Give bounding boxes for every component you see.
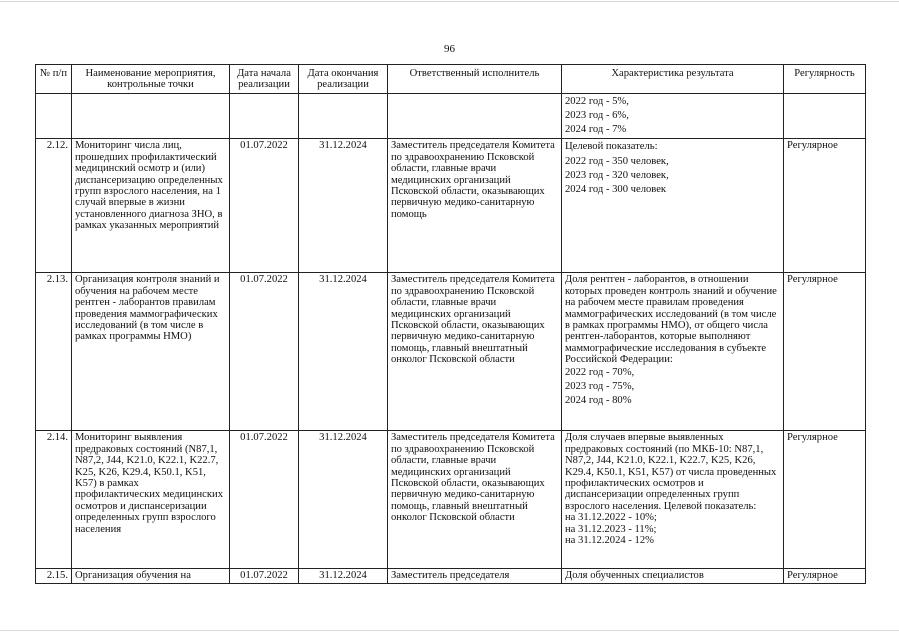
result-line: Целевой показатель: xyxy=(565,141,658,153)
result-line: 2024 год - 80% xyxy=(565,395,632,407)
cell-name xyxy=(72,93,230,139)
cell-start: 01.07.2022 xyxy=(230,569,299,583)
table-row xyxy=(36,569,866,583)
result-line: на 31.12.2022 - 10%; xyxy=(565,512,657,524)
cell-end: 31.12.2024 xyxy=(299,569,388,583)
cell-result: Доля обученных специалистов xyxy=(562,569,784,583)
result-line: 2024 год - 300 человек xyxy=(565,184,667,196)
table-header-row xyxy=(36,65,866,94)
cell-end: 31.12.2024 xyxy=(299,273,388,431)
scan-bottom-edge xyxy=(0,630,899,631)
cell-start: 01.07.2022 xyxy=(230,431,299,569)
cell-num: 2.12. xyxy=(36,139,72,273)
cell-executor xyxy=(388,93,562,139)
result-line: 2023 год - 320 человек, xyxy=(565,169,669,181)
cell-executor: Заместитель председателя Комитета по здравоохранению Псковской области, главные врачи медицинских организаций Псковской области, оказывающих первичную медико-санитарную помощь, главный внештатный онколог Псковской области xyxy=(388,273,562,431)
result-line: 2023 год - 6%, xyxy=(565,110,629,122)
result-line: 2023 год - 75%, xyxy=(565,380,635,392)
cell-regularity: Регулярное xyxy=(784,139,866,273)
cell-num: 2.15. xyxy=(36,569,72,583)
table-row xyxy=(36,139,866,273)
result-text: Доля случаев впервые выявленных предраковых состояний (по МКБ-10: N87,1, N87,2, J44, K21.0, K22.1, K22.7, K25, K26, K29.4, K50.1, K51, K57) от числа проведенных профилактических осмотров и диспансеризации определенных групп взрослого населения. Целевой показатель: xyxy=(565,432,777,512)
cell-regularity: Регулярное xyxy=(784,569,866,583)
result-text: Доля рентген - лаборантов, в отношении которых проведен контроль знаний и обучение на рабочем месте правилам проведения маммографических исследований (в том числе в рамках программы НМО), от общего числа рентген-лаборантов, которые выполняют маммографические исследования в субъекте Российской Федерации: xyxy=(565,274,777,366)
header-num: № п/п xyxy=(36,65,72,94)
header-result: Характеристика результата xyxy=(562,65,784,94)
cell-name: Организация обучения на xyxy=(72,569,230,583)
cell-num: 2.14. xyxy=(36,431,72,569)
header-name: Наименование мероприятия, контрольные точки xyxy=(72,65,230,94)
measures-table xyxy=(35,64,866,584)
cell-executor: Заместитель председателя Комитета по здравоохранению Псковской области, главные врачи медицинских организаций Псковской области, оказывающих первичную медико-санитарную помощь, главный внештатный онколог Псковской области xyxy=(388,431,562,569)
result-line: на 31.12.2023 - 11%; xyxy=(565,523,657,535)
cell-regularity xyxy=(784,93,866,139)
header-start: Дата начала реализации xyxy=(230,65,299,94)
result-line: 2022 год - 350 человек, xyxy=(565,155,669,167)
cell-result xyxy=(562,431,784,569)
header-executor: Ответственный исполнитель xyxy=(388,65,562,94)
header-end: Дата окончания реализации xyxy=(299,65,388,94)
cell-num: 2.13. xyxy=(36,273,72,431)
cell-end: 31.12.2024 xyxy=(299,431,388,569)
result-line: 2022 год - 5%, xyxy=(565,95,629,107)
cell-result xyxy=(562,139,784,273)
scan-top-edge xyxy=(0,1,899,2)
table-row xyxy=(36,273,866,431)
header-regularity: Регулярность xyxy=(784,65,866,94)
cell-name: Организация контроля знаний и обучения на рабочем месте рентген - лаборантов правилам проведения маммографических исследований (в том числе в рамках программы НМО) xyxy=(72,273,230,431)
cell-executor: Заместитель председателя Комитета по здравоохранению Псковской области, главные врачи медицинских организаций Псковской области, оказывающих первичную медико-санитарную помощь xyxy=(388,139,562,273)
cell-executor: Заместитель председателя xyxy=(388,569,562,583)
cell-name: Мониторинг выявления предраковых состояний (N87,1, N87,2, J44, K21.0, K22.1, K22.7, K25, K26, K29.4, K50.1, K51, K57) в рамках профилактических медицинских осмотров и диспансеризации определенных групп взрослого населения xyxy=(72,431,230,569)
cell-name: Мониторинг числа лиц, прошедших профилактический медицинский осмотр и (или) диспансеризацию определенных групп взрослого населения, на 1 случай впервые в жизни установленного диагноза ЗНО, в рамках указанных мероприятий xyxy=(72,139,230,273)
cell-end xyxy=(299,93,388,139)
result-line: на 31.12.2024 - 12% xyxy=(565,535,654,547)
cell-result xyxy=(562,273,784,431)
cell-regularity: Регулярное xyxy=(784,431,866,569)
cell-regularity: Регулярное xyxy=(784,273,866,431)
table-row xyxy=(36,431,866,569)
result-line: 2022 год - 70%, xyxy=(565,366,635,378)
cell-start: 01.07.2022 xyxy=(230,273,299,431)
page-number: 96 xyxy=(444,43,455,55)
table-row-continuation xyxy=(36,93,866,139)
cell-result xyxy=(562,93,784,139)
cell-start xyxy=(230,93,299,139)
cell-end: 31.12.2024 xyxy=(299,139,388,273)
result-line: 2024 год - 7% xyxy=(565,124,627,136)
cell-start: 01.07.2022 xyxy=(230,139,299,273)
cell-num xyxy=(36,93,72,139)
